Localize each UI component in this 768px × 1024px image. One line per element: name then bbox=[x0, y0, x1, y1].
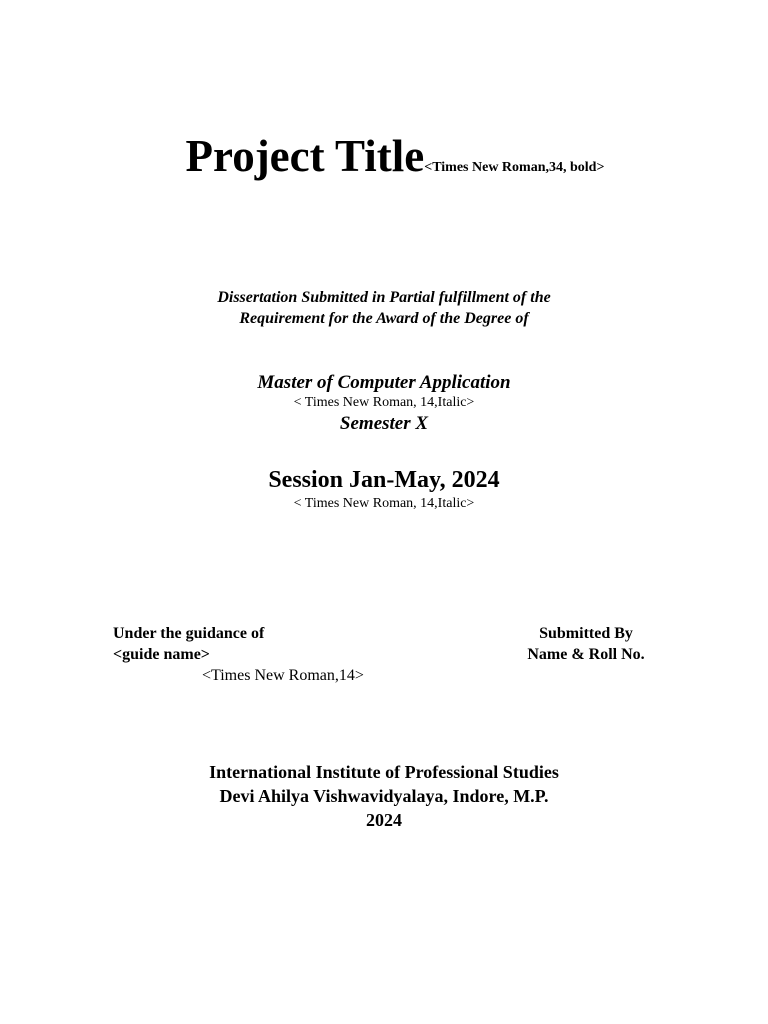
university-name: Devi Ahilya Vishwavidyalaya, Indore, M.P. bbox=[219, 786, 549, 806]
title-line bbox=[0, 130, 768, 182]
semester: Semester X bbox=[339, 413, 429, 434]
project-title: Project Title bbox=[185, 131, 425, 181]
submitted-name-roll: Name & Roll No. bbox=[527, 646, 645, 663]
guidance-heading: Under the guidance of bbox=[113, 625, 265, 642]
submitted-by-heading: Submitted By bbox=[539, 625, 633, 642]
session-format-hint: < Times New Roman, 14,Italic> bbox=[293, 496, 475, 511]
year: 2024 bbox=[366, 810, 402, 830]
guidance-format-hint: <Times New Roman,14> bbox=[202, 667, 364, 684]
dissertation-line-1: Dissertation Submitted in Partial fulfillment of the bbox=[217, 289, 551, 306]
degree-format-hint: < Times New Roman, 14,Italic> bbox=[293, 395, 475, 410]
dissertation-line-2: Requirement for the Award of the Degree of bbox=[239, 310, 529, 327]
institute-name: International Institute of Professional Studies bbox=[209, 762, 559, 782]
guide-name: <guide name> bbox=[113, 646, 210, 663]
session: Session Jan-May, 2024 bbox=[268, 467, 500, 493]
title-format-hint: <Times New Roman,34, bold> bbox=[424, 160, 605, 175]
degree-name: Master of Computer Application bbox=[257, 372, 511, 393]
